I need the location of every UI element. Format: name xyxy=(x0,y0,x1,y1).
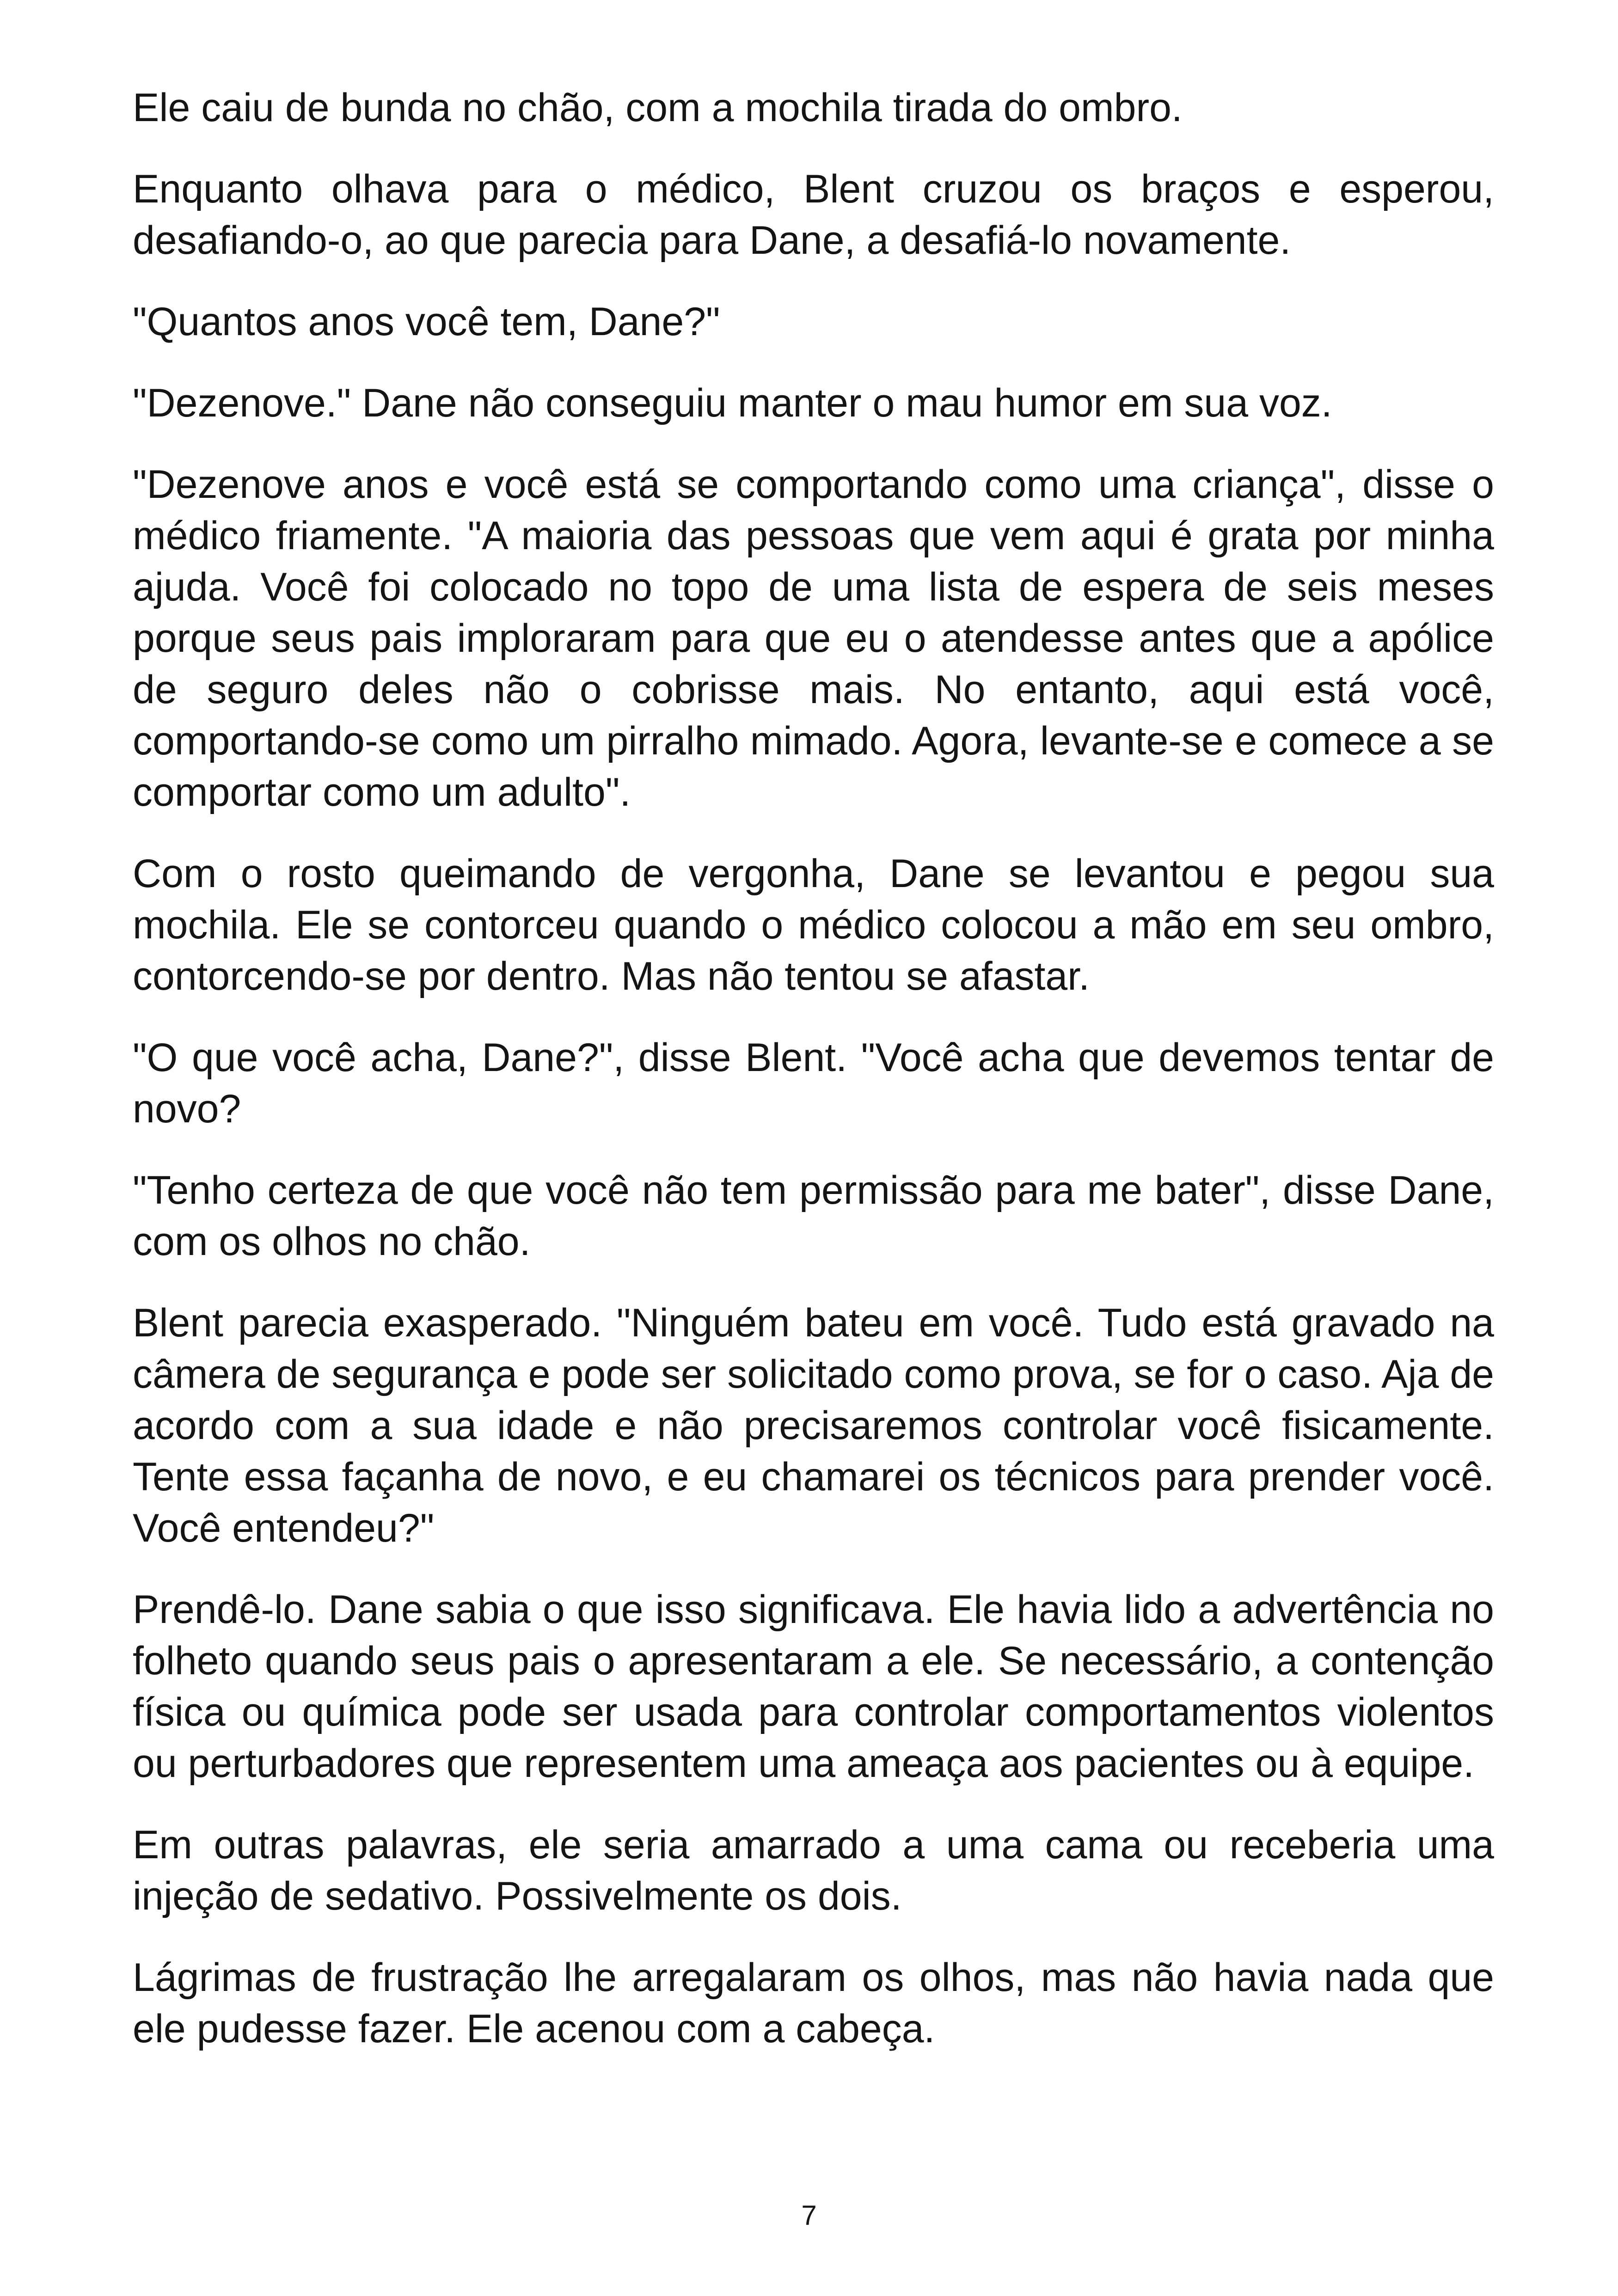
paragraph: "O que você acha, Dane?", disse Blent. "Você acha que devemos tentar de novo? xyxy=(133,1035,1494,1131)
paragraph: "Dezenove." Dane não conseguiu manter o mau humor em sua voz. xyxy=(133,381,1332,425)
paragraph: "Tenho certeza de que você não tem permissão para me bater", disse Dane, com os olhos no chão. xyxy=(133,1168,1494,1264)
paragraph: "Dezenove anos e você está se comportando como uma criança", disse o médico friamente. "A maioria das pessoas que vem aqui é grata por minha ajuda. Você foi colocado no topo de uma lista de espera de seis meses porque seus pais imploraram para que eu o atendesse antes que a apólice de seguro deles não o cobrisse mais. No entanto, aqui está você, comportando-se como um pirralho mimado. Agora, levante-se e comece a se comportar como um adulto". xyxy=(133,462,1494,814)
page-number: 7 xyxy=(801,2200,817,2231)
page-text xyxy=(133,82,1494,2085)
paragraph: "Quantos anos você tem, Dane?" xyxy=(133,300,720,344)
paragraph: Enquanto olhava para o médico, Blent cruzou os braços e esperou, desafiando-o, ao que parecia para Dane, a desafiá-lo novamente. xyxy=(133,167,1494,263)
paragraph: Ele caiu de bunda no chão, com a mochila tirada do ombro. xyxy=(133,86,1183,130)
paragraph: Com o rosto queimando de vergonha, Dane se levantou e pegou sua mochila. Ele se contorceu quando o médico colocou a mão em seu ombro, contorcendo-se por dentro. Mas não tentou se afastar. xyxy=(133,851,1494,998)
paragraph: Blent parecia exasperado. "Ninguém bateu em você. Tudo está gravado na câmera de segurança e pode ser solicitado como prova, se for o caso. Aja de acordo com a sua idade e não precisaremos controlar você fisicamente. Tente essa façanha de novo, e eu chamarei os técnicos para prender você. Você entendeu?" xyxy=(133,1301,1494,1550)
paragraph: Prendê-lo. Dane sabia o que isso significava. Ele havia lido a advertência no folheto quando seus pais o apresentaram a ele. Se necessário, a contenção física ou química pode ser usada para controlar comportamentos violentos ou perturbadores que representem uma ameaça aos pacientes ou à equipe. xyxy=(133,1587,1494,1786)
paragraph: Lágrimas de frustração lhe arregalaram os olhos, mas não havia nada que ele pudesse fazer. Ele acenou com a cabeça. xyxy=(133,1955,1494,2051)
paragraph: Em outras palavras, ele seria amarrado a uma cama ou receberia uma injeção de sedativo. Possivelmente os dois. xyxy=(133,1823,1494,1918)
